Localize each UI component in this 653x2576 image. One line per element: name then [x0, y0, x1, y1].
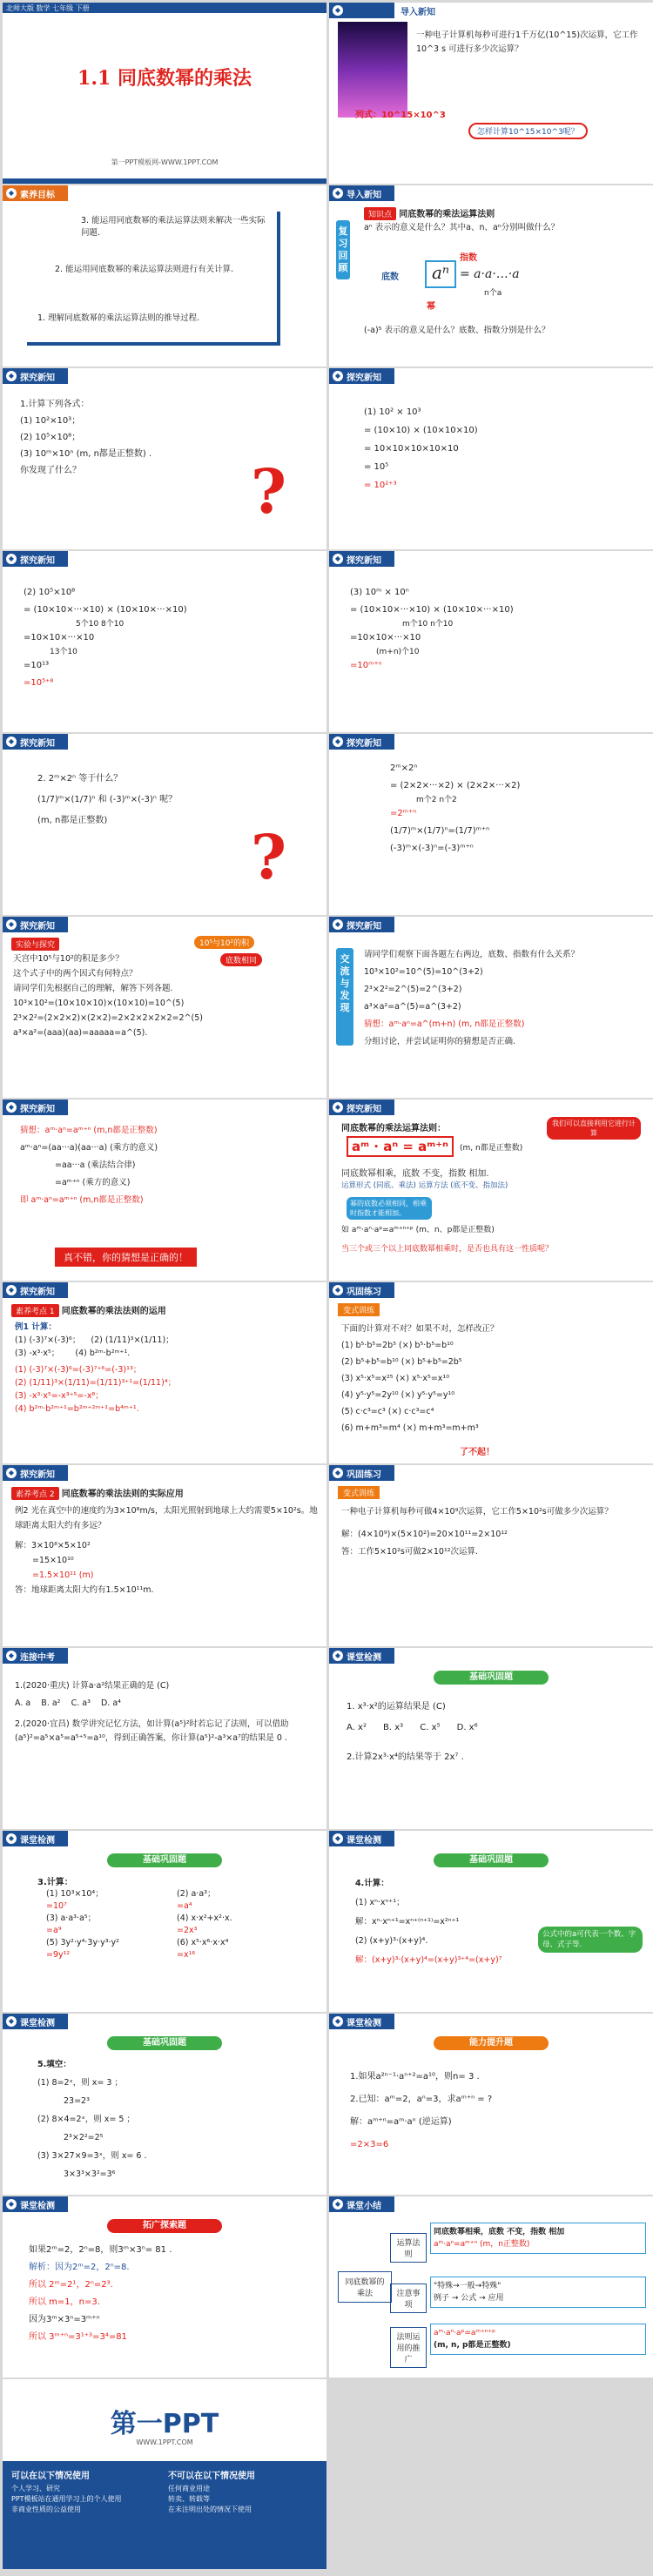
- section-title: 课堂检测: [347, 1653, 381, 1663]
- section-title: 课堂小结: [347, 2202, 381, 2211]
- allowed-1: 个人学习、研究: [11, 2485, 60, 2492]
- section-title: 课堂检测: [20, 2202, 55, 2211]
- goal-3: 3. 能运用同底数幂的乘法运算法则来解决一些实际问题.: [81, 216, 266, 238]
- section-icon: ◆: [333, 1833, 343, 1844]
- slide-practice-2: [329, 1465, 653, 1646]
- line-1: 解：(4×10⁹)×(5×10²)=20×10¹¹=2×10¹²: [341, 1530, 508, 1539]
- answer-1: =10⁷: [46, 1901, 67, 1911]
- hint-3: 3×3³×3²=3⁶: [64, 2169, 116, 2179]
- line-1: 2ᵐ×2ⁿ: [390, 763, 418, 773]
- slide-test-4: [3, 2014, 326, 2195]
- section-title: 连接中考: [20, 1653, 55, 1663]
- item-4: (4) b²ᵐ·b²ᵐ⁺¹.: [75, 1349, 131, 1358]
- section-icon: ◆: [333, 1468, 343, 1478]
- slide-example-1: [3, 1282, 326, 1463]
- line-5: 即 aᵐ·aⁿ=aᵐ⁺ⁿ (m,n都是正整数): [20, 1195, 144, 1205]
- discovery-sidebar: 交流与发现: [336, 948, 353, 1046]
- line-4: =10×10×···×10: [350, 633, 421, 642]
- line-5: 2³×2²=(2×2×2)×(2×2)=2×2×2×2×2=2^(5): [13, 1013, 203, 1023]
- item-1: (1) (-3)⁷×(-3)⁶；: [15, 1335, 81, 1345]
- server-room-image: [338, 22, 407, 118]
- stair-arrow: [277, 212, 280, 346]
- line-2: =15×10¹⁰: [32, 1556, 74, 1565]
- slide-review: [329, 185, 653, 367]
- rule-text: 同底数幂相乘，底数 不变，指数 相加.: [341, 1169, 489, 1179]
- item-1: (1) xⁿ·xⁿ⁺¹；: [355, 1898, 405, 1907]
- slide-experiment: [3, 917, 326, 1098]
- section-icon: ◆: [333, 1285, 343, 1295]
- power-label: 幂: [427, 302, 435, 312]
- question: 5.填空：: [37, 2060, 71, 2069]
- option-a: A. x²: [347, 1723, 367, 1732]
- section-title: 探究新知: [20, 922, 55, 932]
- slide-explore-4: [329, 551, 653, 732]
- section-icon: ◆: [333, 2199, 343, 2209]
- section-title: 巩固练习: [347, 1470, 381, 1480]
- section-title: 素养目标: [20, 191, 55, 200]
- extension-question: 如 aᵐ·aⁿ·aᵖ=aᵐ⁺ⁿ⁺ᵖ (m、n、p都是正整数): [341, 1226, 495, 1234]
- footer-url: 第一PPT模板网-WWW.1PPT.COM: [111, 158, 219, 166]
- line-4: a³×a²=a^(5)=a^(3+2): [364, 1002, 461, 1012]
- formula: 列式：10^15×10^3: [355, 111, 446, 120]
- example-label: 例1 计算：: [15, 1322, 57, 1332]
- slide-discovery: [329, 917, 653, 1098]
- item-3: (3) x⁵·x⁵=x²⁵ (×) x⁵·x⁵=x¹⁰: [341, 1374, 450, 1383]
- line-3: = 10×10×10×10×10: [364, 444, 459, 454]
- question-bubble: 怎样计算10^15×10^3呢？: [468, 123, 588, 139]
- notes-flow: 例子 → 公式 → 应用: [434, 2294, 504, 2303]
- item-1: 1.如果a²ⁿ⁻¹·aⁿ⁺²=a¹⁰，则n= 3 .: [350, 2072, 480, 2082]
- heading: 同底数幂的乘法法则的实际应用: [61, 1490, 184, 1499]
- slide-terms: [3, 2461, 326, 2569]
- item-4: (4) y⁵·y⁵=2y¹⁰ (×) y⁵·y⁵=y¹⁰: [341, 1390, 455, 1400]
- section-icon: ◆: [333, 5, 343, 16]
- answer-2: (2) (1/11)³×(1/11)=(1/11)³⁺¹=(1/11)⁴；: [15, 1378, 177, 1388]
- line-2: = (10×10×···×10) × (10×10×···×10): [350, 605, 514, 615]
- intro: 1.计算下列各式：: [20, 400, 90, 409]
- notes-text: "特殊→一般→特殊": [434, 2282, 502, 2290]
- allowed-heading: 可以在以下情况使用: [11, 2472, 90, 2481]
- item-3: (3) 3×27×9=3ˣ，则 x= 6 .: [37, 2151, 147, 2161]
- section-icon: ◆: [6, 2199, 17, 2209]
- variation-tag: 变式训练: [338, 1486, 380, 1499]
- allowed-2: PPT模板站在通用学习上的个人使用: [11, 2495, 122, 2503]
- item-1: (1) b⁵·b⁵=2b⁵ (×) b⁵·b⁵=b¹⁰: [341, 1341, 454, 1350]
- hint-1: 23=2³: [64, 2096, 90, 2106]
- section-icon: ◆: [6, 2016, 17, 2027]
- line-3: (m, n都是正整数): [37, 816, 108, 825]
- item-2: (2) 10⁵×10⁸；: [20, 433, 81, 442]
- item-6: (6) m+m³=m⁴ (×) m+m³=m+m³: [341, 1423, 479, 1433]
- section-title: 探究新知: [20, 1288, 55, 1297]
- answer-line-2: =2×3=6: [350, 2140, 389, 2149]
- correct-banner: 真不错，你的猜想是正确的！: [55, 1248, 197, 1267]
- line-2: = (2×2×···×2) × (2×2×···×2): [390, 781, 521, 790]
- answer-4: =2x³: [177, 1926, 198, 1935]
- section-title: 探究新知: [347, 739, 381, 749]
- summary-root: 同底数幂的乘法: [338, 2271, 392, 2303]
- item-3: (3) 10ᵐ×10ⁿ (m, n都是正整数) .: [20, 449, 152, 459]
- section-title: 探究新知: [20, 739, 55, 749]
- line-4: =aᵐ⁺ⁿ (乘方的意义): [55, 1178, 131, 1187]
- branch-extension: 法则运用的推广: [390, 2327, 427, 2368]
- line-2: 答：工作5×10²s可做2×10¹²次运算.: [341, 1547, 479, 1557]
- slide-explore-5: [3, 734, 326, 915]
- point-tag: 素养考点 1: [11, 1304, 59, 1317]
- section-title: 课堂检测: [20, 1836, 55, 1846]
- heading: 同底数幂的乘法法则的运用: [61, 1307, 166, 1316]
- line-4: 答：地球距离太阳大约有1.5×10¹¹m.: [15, 1585, 154, 1595]
- line-4: = 10⁵: [364, 462, 389, 472]
- answer-1: 解：xⁿ·xⁿ⁺¹=xⁿ⁺⁽ⁿ⁺¹⁾=x²ⁿ⁺¹: [355, 1917, 460, 1927]
- item-1: (1) 8=2ˣ，则 x= 3 ；: [37, 2078, 123, 2088]
- line-6: =10¹³: [24, 661, 50, 670]
- power-box: aⁿ: [425, 260, 456, 288]
- section-icon: ◆: [6, 736, 17, 747]
- line-5: (m+n)个10: [376, 648, 420, 656]
- rule-note: (m, n都是正整数): [460, 1144, 523, 1153]
- item-2: (2) (1/11)³×(1/11)；: [91, 1335, 174, 1345]
- section-icon: ◆: [6, 1833, 17, 1844]
- question-2: (-a)⁵ 表示的意义是什么？底数、指数分别是什么？: [364, 326, 550, 335]
- rule-heading: 同底数幂的乘法运算法则：: [341, 1124, 446, 1133]
- question: 如果2ᵐ=2，2ⁿ=8，则3ᵐ×3ⁿ= 81 .: [29, 2245, 172, 2255]
- line-6: 分组讨论，并尝试证明你的猜想是否正确.: [364, 1037, 516, 1046]
- slide-explore-2: [329, 368, 653, 549]
- option-d: D. x⁶: [456, 1723, 478, 1732]
- allowed-3: 非商业性质的公益使用: [11, 2505, 81, 2513]
- page-title: 1.1 同底数幂的乘法: [77, 67, 252, 90]
- slide-practice-1: [329, 1282, 653, 1463]
- item-2: (2) 8×4=2ˣ，则 x= 5 ；: [37, 2115, 135, 2124]
- question-2: 2.计算2x³·x⁴的结果等于 2x⁷ .: [347, 1752, 464, 1762]
- slide-test-6: [3, 2196, 326, 2378]
- item-2: 2.已知：aᵐ=2，aⁿ=3，求aᵐ⁺ⁿ = ?: [350, 2095, 493, 2104]
- branch-rule: 运算法则: [390, 2233, 427, 2263]
- level-banner: 基础巩固题: [434, 1671, 549, 1685]
- extension-note: (m, n, p都是正整数): [434, 2341, 511, 2350]
- answer-5: =9y¹²: [46, 1950, 71, 1960]
- exponent-label: 指数: [460, 253, 477, 263]
- answer-4: (4) b²ᵐ·b²ᵐ⁺¹=b²ᵐ⁺²ᵐ⁺¹=b⁴ᵐ⁺¹.: [15, 1404, 139, 1414]
- line-6: a³×a²=(aaa)(aa)=aaaaa=a^(5).: [13, 1028, 148, 1038]
- question: 4.计算：: [355, 1879, 389, 1888]
- item-2: (2) a·a³；: [177, 1889, 216, 1899]
- line-2: (1/7)ᵐ×(1/7)ⁿ 和 (-3)ᵐ×(-3)ⁿ 呢？: [37, 795, 178, 804]
- level-banner: 基础巩固题: [107, 1853, 222, 1867]
- section-icon: ◆: [6, 554, 17, 564]
- experiment-tag: 实验与探究: [11, 938, 59, 951]
- forbidden-2: 转卖、转载等: [168, 2495, 210, 2503]
- section-title: 探究新知: [20, 556, 55, 566]
- rule-forms: 运算形式 (同底、乘法) 运算方法 (底不变、指加法): [341, 1181, 508, 1190]
- item-1: (1) 10²×10³；: [20, 416, 81, 426]
- line-1: 天宫中10⁵与10²的积是多少？: [13, 954, 124, 964]
- point-tag: 素养考点 2: [11, 1487, 59, 1500]
- slide-title: [3, 3, 326, 184]
- line-1: 请同学们观察下面各题左右两边，底数、指数有什么关系？: [364, 950, 580, 959]
- slide-test-3: [329, 1831, 653, 2012]
- praise-note: 了不起！: [460, 1448, 495, 1457]
- section-title: 探究新知: [20, 1470, 55, 1480]
- slide-example-2: [3, 1465, 326, 1646]
- section-icon: ◆: [6, 1102, 17, 1113]
- line-1: (2) 10⁵×10⁸: [24, 588, 76, 597]
- line-7: =10⁵⁺⁸: [24, 678, 54, 688]
- line-4: =10×10×···×10: [24, 633, 95, 642]
- option-b: B. a²: [41, 1698, 61, 1708]
- level-banner: 基础巩固题: [434, 1853, 549, 1867]
- section-title: 探究新知: [347, 556, 381, 566]
- line-3: 5个10 8个10: [76, 620, 125, 629]
- bubble-product: 10⁵与10²的积: [194, 936, 254, 949]
- question-2: 2.(2020·宜昌) 数学讲究记忆方法，如计算(a⁵)²时若忘记了法则，可以借助(a⁵)²=a⁵×a⁵=a⁵⁺⁵=a¹⁰，得到正确答案，你计算(a⁵)²-a³×a⁷的结果是 0 .: [15, 1719, 289, 1743]
- branch-notes: 注意事项: [390, 2283, 427, 2313]
- answer-line-1: 解：aᵐ⁺ⁿ=aᵐ·aⁿ (逆运算): [350, 2117, 452, 2127]
- line-1: (3) 10ᵐ × 10ⁿ: [350, 588, 409, 597]
- section-title: 导入新知: [347, 191, 381, 200]
- section-icon: ◆: [333, 736, 343, 747]
- answer-3: =a⁹: [46, 1926, 62, 1935]
- section-icon: ◆: [333, 371, 343, 381]
- section-icon: ◆: [6, 371, 17, 381]
- option-c: C. x⁵: [420, 1723, 441, 1732]
- line-5: (1/7)ᵐ×(1/7)ⁿ=(1/7)ᵐ⁺ⁿ: [390, 826, 490, 836]
- analysis-2: 所以 2ᵐ=2¹，2ⁿ=2³.: [29, 2280, 113, 2290]
- line-3: m个10 n个10: [402, 620, 454, 629]
- option-c: C. a³: [71, 1698, 91, 1708]
- answer-2: 解：(x+y)³·(x+y)⁴=(x+y)³⁺⁴=(x+y)⁷: [355, 1955, 502, 1965]
- slide-rule: [329, 1100, 653, 1281]
- line-2: = (10×10) × (10×10×10): [364, 426, 478, 435]
- option-d: D. a⁴: [100, 1698, 121, 1708]
- line-3: 请同学们先根据自己的理解，解答下列各题.: [13, 984, 173, 993]
- section-title: 探究新知: [347, 373, 381, 383]
- item-3: (3) -x³·x⁵；: [15, 1349, 60, 1358]
- logo-url: WWW.1PPT.COM: [136, 2438, 193, 2446]
- slide-explore-6: [329, 734, 653, 915]
- review-sidebar: 复习回顾: [336, 220, 350, 279]
- section-title: 巩固练习: [347, 1288, 381, 1297]
- question: 3.计算：: [37, 1878, 73, 1887]
- variation-tag: 变式训练: [338, 1303, 380, 1316]
- line-1: (1) 10² × 10³: [364, 407, 421, 417]
- bubble-same-base: 底数相同: [220, 953, 262, 966]
- slide-exam: [3, 1648, 326, 1829]
- item-4: 你发现了什么？: [20, 466, 81, 475]
- slide-test-1: [329, 1648, 653, 1829]
- section-title: 探究新知: [347, 922, 381, 932]
- answer-1: (1) (-3)⁷×(-3)⁶=(-3)⁷⁺⁶=(-3)¹³；: [15, 1365, 142, 1375]
- forbidden-1: 任何商业用途: [168, 2485, 210, 2492]
- section-icon: ◆: [6, 188, 17, 198]
- item-4: (4) x·x²+x²·x.: [177, 1914, 232, 1923]
- forbidden-heading: 不可以在以下情况使用: [168, 2472, 255, 2481]
- extension-formula: aᵐ·aⁿ·aᵖ=aᵐ⁺ⁿ⁺ᵖ: [434, 2329, 495, 2337]
- level-banner: 基础巩固题: [107, 2036, 222, 2050]
- rule-formula: aᵐ · aⁿ = aᵐ⁺ⁿ: [352, 1139, 449, 1154]
- section-title: 课堂检测: [20, 2019, 55, 2028]
- question: 下面的计算对不对？如果不对，怎样改正？: [341, 1324, 499, 1334]
- slide-logo: [3, 2379, 326, 2461]
- option-b: B. x³: [383, 1723, 404, 1732]
- line-2: aᵐ·aⁿ=(aa···a)(aa···a) (乘方的意义): [20, 1143, 158, 1153]
- question-1: 1.(2020·重庆) 计算a·a²结果正确的是 (C): [15, 1681, 170, 1691]
- line-3: m个2 n个2: [416, 796, 457, 804]
- line-3: =1.5×10¹¹ (m): [32, 1570, 94, 1580]
- think-prompt: 当三个或三个以上同底数幂相乘时，是否也具有这一性质呢？: [341, 1245, 554, 1254]
- analysis-1: 解析：因为2ᵐ=2，2ⁿ=8.: [29, 2263, 130, 2272]
- answer-3: (3) -x³·x⁵=-x³⁺⁵=-x⁸；: [15, 1391, 104, 1401]
- heading: 同底数幂的乘法运算法则: [399, 210, 495, 219]
- slide-proof: [3, 1100, 326, 1281]
- slide-intro: [329, 3, 653, 184]
- section-title: 课堂检测: [347, 1836, 381, 1846]
- item-2: (2) b⁵+b⁵=b¹⁰ (×) b⁵+b⁵=2b⁵: [341, 1357, 462, 1367]
- question: 一种电子计算机每秒可做4×10⁹次运算，它工作5×10²s可做多少次运算？: [341, 1507, 613, 1517]
- question-1: 1. x³·x²的运算结果是 (C): [347, 1702, 446, 1712]
- level-banner: 拓广探索题: [107, 2219, 222, 2233]
- slide-explore-3: [3, 551, 326, 732]
- section-icon: ◆: [333, 919, 343, 930]
- hint-bubble: 我们可以直接利用它进行计算: [547, 1117, 641, 1140]
- base-label: 底数: [381, 272, 399, 282]
- line-1: 2. 2ᵐ×2ⁿ 等于什么？: [37, 774, 123, 784]
- example-text: 例2 光在真空中的速度约为3×10⁸m/s，太阳光照射到地球上大约需要5×10²s。地球距离太阳大约有多远？: [15, 1506, 318, 1530]
- question-mark-icon: ?: [251, 455, 287, 528]
- slide-summary: [329, 2196, 653, 2378]
- section-title: 探究新知: [20, 1105, 55, 1114]
- section-title: 导入新知: [401, 8, 435, 17]
- knowledge-tag: 知识点: [364, 207, 396, 220]
- section-icon: ◆: [6, 1468, 17, 1478]
- item-3: (3) a·a³·a⁵；: [46, 1914, 97, 1923]
- expansion: = a·a·…·a: [460, 267, 520, 281]
- analysis-5: 所以 3ᵐ⁺ⁿ=3¹⁺³=3⁴=81: [29, 2332, 127, 2342]
- option-a: A. a: [15, 1698, 31, 1708]
- line-5: = 10²⁺³: [364, 481, 397, 490]
- hint-2: 2³×2²=2⁵: [64, 2133, 104, 2142]
- line-4: 10³×10²=(10×10×10)×(10×10)=10^(5): [13, 999, 185, 1008]
- title-bottom-bar: [3, 178, 326, 184]
- section-icon: ◆: [333, 1102, 343, 1113]
- forbidden-3: 在未注明出处的情况下使用: [168, 2505, 252, 2513]
- item-5: (5) 3y²·y⁴·3y·y³·y²: [46, 1938, 119, 1947]
- caution-bubble: 幂的底数必须相同，相乘时指数才能相加。: [347, 1197, 432, 1220]
- analysis-3: 所以 m=1，n=3.: [29, 2297, 100, 2307]
- section-icon: ◆: [333, 2016, 343, 2027]
- line-6: (-3)ᵐ×(-3)ⁿ=(-3)ᵐ⁺ⁿ: [390, 844, 474, 853]
- line-4: =2ᵐ⁺ⁿ: [390, 809, 417, 818]
- line-1: 解：3×10⁸×5×10²: [15, 1541, 91, 1550]
- book-label: 北师大版 数学 七年级 下册: [6, 4, 90, 12]
- item-5: (5) c·c³=c³ (×) c·c³=c⁴: [341, 1407, 434, 1416]
- answer-6: =x¹⁶: [177, 1950, 196, 1960]
- slide-explore-1: [3, 368, 326, 549]
- analysis-4: 因为3ᵐ×3ⁿ=3ᵐ⁺ⁿ: [29, 2315, 100, 2324]
- intro-text: 一种电子计算机每秒可进行1千万亿(10^15)次运算，它工作10^3 s 可进行多少次运算？: [416, 30, 638, 54]
- line-2: 这个式子中的两个因式有何特点？: [13, 969, 138, 979]
- section-icon: ◆: [333, 188, 343, 198]
- rule-text: 同底数幂相乘，底数 不变，指数 相加: [434, 2228, 565, 2236]
- line-3: =aa···a (乘法结合律): [55, 1160, 136, 1170]
- stair-bar: [27, 342, 279, 346]
- section-icon: ◆: [6, 1285, 17, 1295]
- question-1: aⁿ 表示的意义是什么？其中a、n、aⁿ分别叫做什么？: [364, 223, 560, 232]
- goal-2: 2. 能运用同底数幂的乘法运算法则进行有关计算.: [55, 265, 234, 274]
- section-icon: ◆: [6, 919, 17, 930]
- slide-goals: [3, 185, 326, 367]
- line-5: 13个10: [50, 648, 77, 656]
- section-title: 课堂检测: [347, 2019, 381, 2028]
- section-icon: ◆: [333, 554, 343, 564]
- line-1: 猜想：aᵐ·aⁿ=aᵐ⁺ⁿ (m,n都是正整数): [20, 1126, 158, 1135]
- level-banner: 能力提升题: [434, 2036, 549, 2050]
- section-icon: ◆: [333, 1651, 343, 1661]
- question-mark-icon: ?: [251, 821, 287, 893]
- section-title: 探究新知: [20, 373, 55, 383]
- section-title: 探究新知: [347, 1105, 381, 1114]
- section-icon: ◆: [6, 1651, 17, 1661]
- count-label: n个a: [484, 289, 502, 298]
- goal-1: 1. 理解同底数幂的乘法运算法则的推导过程.: [37, 313, 200, 323]
- line-3: 2³×2²=2^(5)=2^(3+2): [364, 985, 462, 994]
- hint-bubble: 公式中的a可代表一个数、字母、式子等.: [538, 1927, 643, 1953]
- slide-test-5: [329, 2014, 653, 2195]
- item-2: (2) (x+y)³·(x+y)⁴.: [355, 1936, 428, 1946]
- line-2: = (10×10×···×10) × (10×10×···×10): [24, 605, 187, 615]
- line-2: 10³×10²=10^(5)=10^(3+2): [364, 967, 483, 977]
- item-1: (1) 10³×10⁴；: [46, 1889, 104, 1899]
- rule-formula: aᵐ·aⁿ=aᵐ⁺ⁿ (m，n正整数): [434, 2240, 530, 2249]
- answer-2: =a⁴: [177, 1901, 192, 1911]
- logo-text: 第一PPT: [110, 2409, 219, 2439]
- line-5: 猜想：aᵐ·aⁿ=a^(m+n) (m, n都是正整数): [364, 1019, 525, 1029]
- slide-test-2: [3, 1831, 326, 2012]
- line-6: =10ᵐ⁺ⁿ: [350, 661, 382, 670]
- item-6: (6) x⁵·x⁶·x·x⁴: [177, 1938, 229, 1947]
